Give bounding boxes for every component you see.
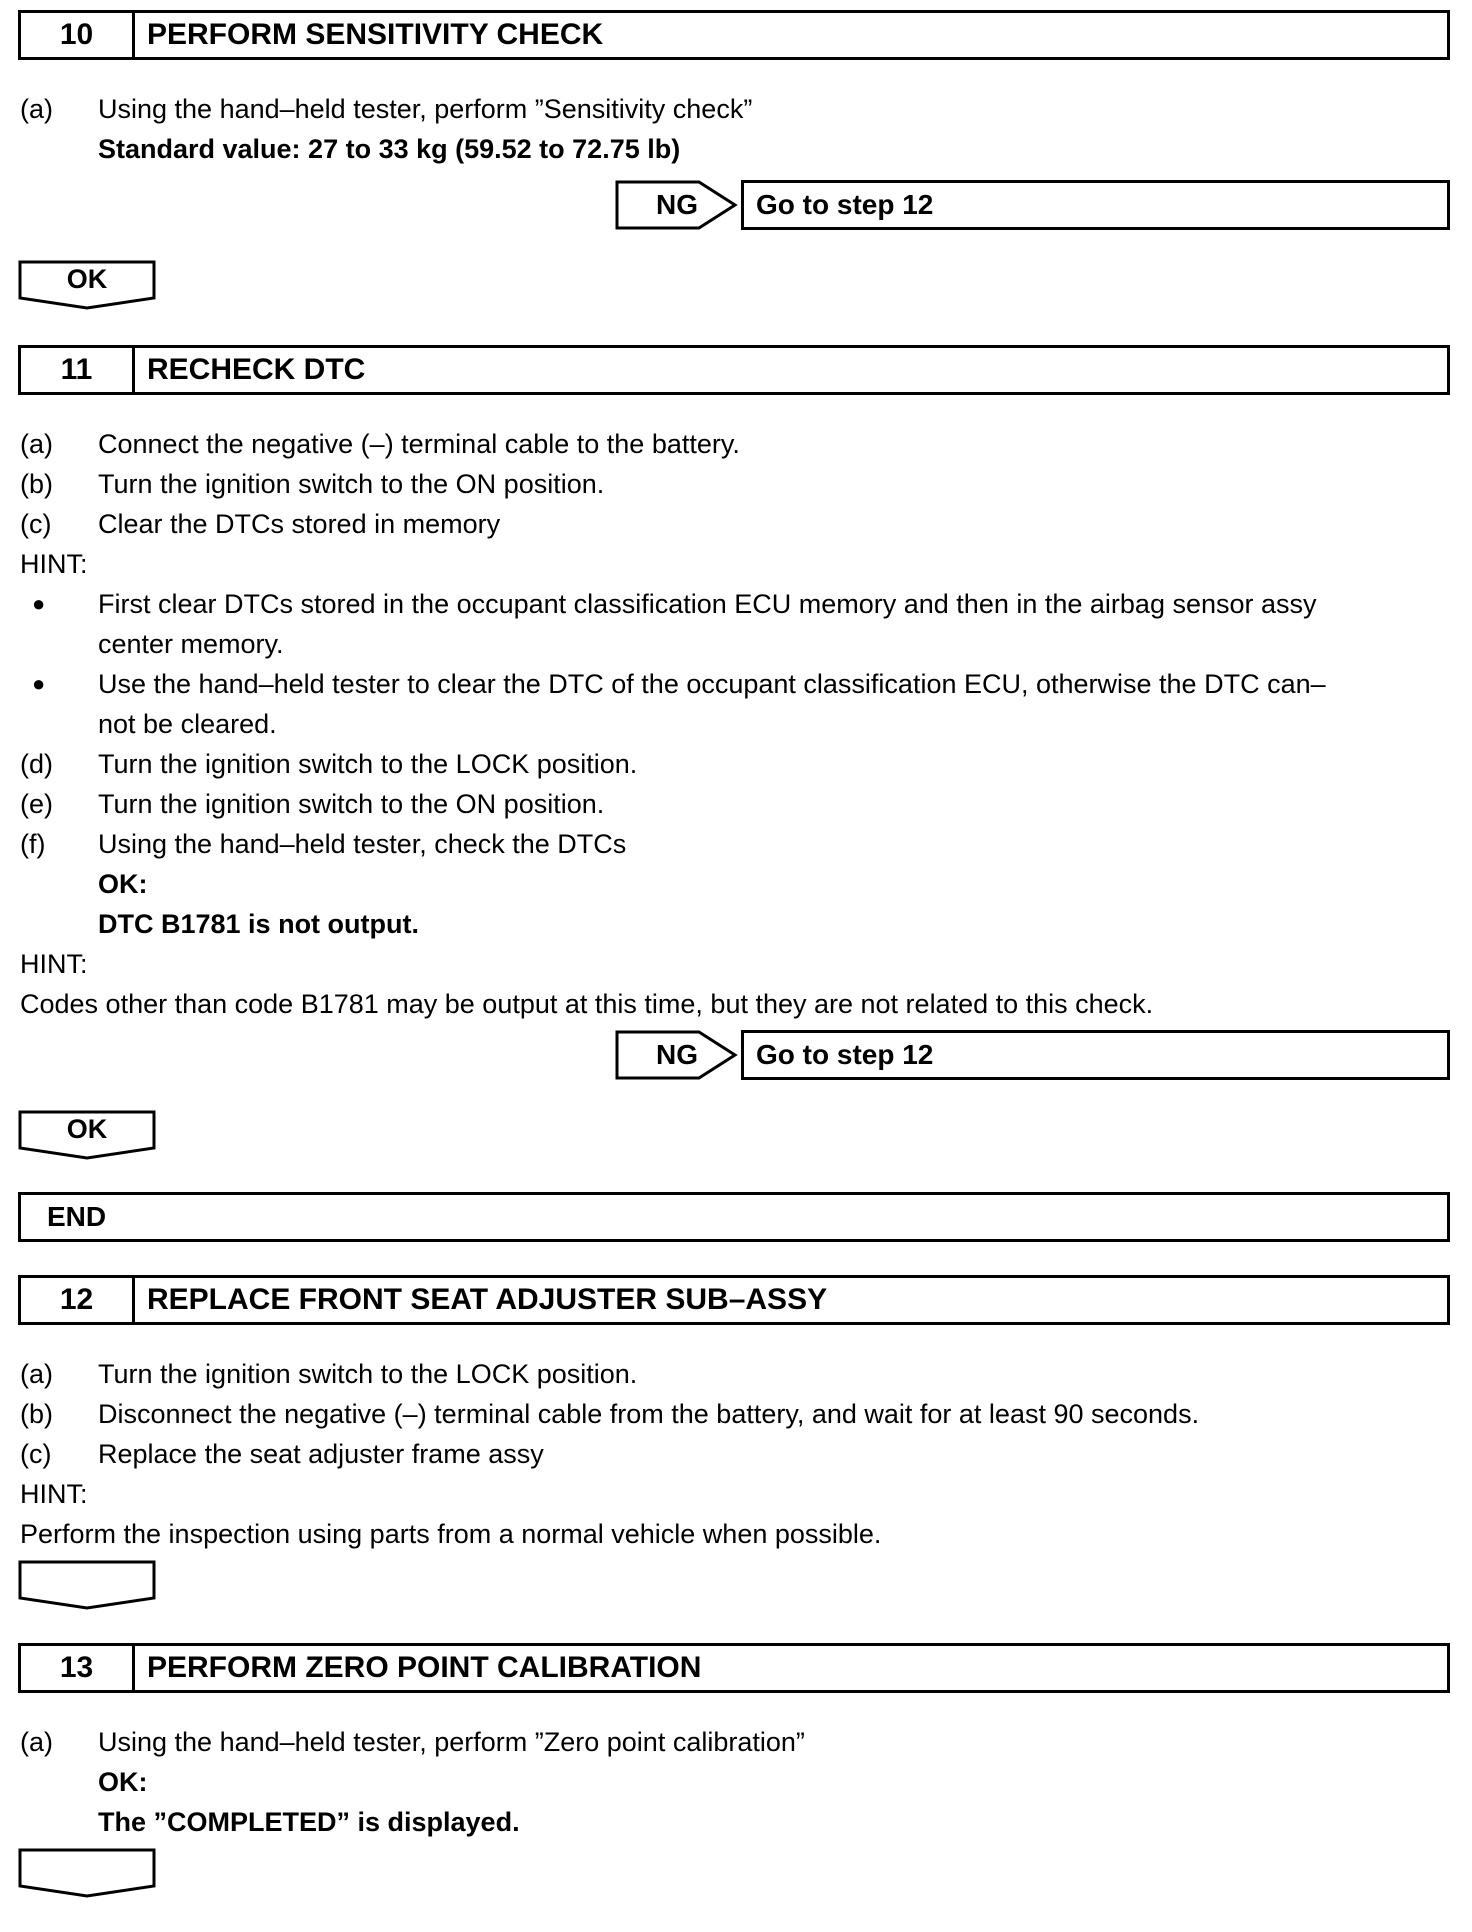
item-label: (a): [20, 1727, 53, 1757]
ok-branch: [18, 1110, 156, 1160]
hint-text: Perform the inspection using parts from a normal vehicle when possible.: [20, 1519, 882, 1549]
continue-arrow: [18, 1560, 156, 1610]
step-title: REPLACE FRONT SEAT ADJUSTER SUB–ASSY: [147, 1283, 828, 1316]
bullet-icon: ●: [32, 591, 46, 616]
hint-label: HINT:: [20, 1479, 88, 1509]
step-number: 11: [21, 348, 135, 392]
ng-branch: [615, 180, 1450, 230]
ng-target: Go to step 12: [741, 180, 1450, 230]
item-text: Turn the ignition switch to the ON position.: [98, 469, 605, 499]
item-text: Replace the seat adjuster frame assy: [98, 1439, 544, 1469]
hint-label: HINT:: [20, 549, 88, 579]
step-title: PERFORM ZERO POINT CALIBRATION: [147, 1651, 702, 1684]
item-label: (a): [20, 1359, 53, 1389]
item-label: (c): [20, 1439, 52, 1469]
step-number: 12: [21, 1278, 135, 1322]
item-text: Clear the DTCs stored in memory: [98, 509, 501, 539]
hint-label: HINT:: [20, 949, 88, 979]
item-label: (a): [20, 429, 53, 459]
continue-arrow: [18, 1848, 156, 1898]
down-arrow-icon: [18, 1848, 156, 1898]
item-label: (b): [20, 1399, 53, 1429]
item-text: Using the hand–held tester, perform ”Sensitivity check”: [98, 94, 753, 124]
item-text: Disconnect the negative (–) terminal cable from the battery, and wait for at least 90 seconds.: [98, 1399, 1200, 1429]
end-label: END: [47, 1201, 107, 1232]
hint-bullet-text: First clear DTCs stored in the occupant classification ECU memory and then in the airbag sensor assy: [98, 589, 1317, 619]
step-number: 10: [21, 13, 135, 57]
hint-bullet-text: Use the hand–held tester to clear the DTC of the occupant classification ECU, otherwise the DTC can–: [98, 669, 1326, 699]
item-label: (e): [20, 789, 53, 819]
item-text: Turn the ignition switch to the LOCK position.: [98, 1359, 638, 1389]
ng-target: Go to step 12: [741, 1030, 1450, 1080]
ng-label: NG: [656, 1039, 698, 1070]
hint-bullet-text: center memory.: [98, 629, 284, 659]
item-text: Turn the ignition switch to the LOCK position.: [98, 749, 638, 779]
item-text: Turn the ignition switch to the ON position.: [98, 789, 605, 819]
step-11-header: [18, 345, 1450, 395]
step-number: 13: [21, 1646, 135, 1690]
item-text: Using the hand–held tester, perform ”Zero point calibration”: [98, 1727, 805, 1757]
bullet-icon: ●: [32, 671, 46, 696]
item-label: (c): [20, 509, 52, 539]
hint-text: Codes other than code B1781 may be output at this time, but they are not related to this check.: [20, 989, 1154, 1019]
item-label: (b): [20, 469, 53, 499]
ok-result: DTC B1781 is not output.: [98, 909, 420, 939]
item-text: Connect the negative (–) terminal cable to the battery.: [98, 429, 740, 459]
ng-label: NG: [656, 189, 698, 220]
item-label: (d): [20, 749, 53, 779]
item-text: Using the hand–held tester, check the DTCs: [98, 829, 627, 859]
ok-heading: OK:: [98, 1767, 148, 1797]
ok-heading: OK:: [98, 869, 148, 899]
item-label: (f): [20, 829, 46, 859]
item-label: (a): [20, 94, 53, 124]
step-12-header: [18, 1275, 1450, 1325]
step-13-header: [18, 1643, 1450, 1693]
down-arrow-icon: [18, 1560, 156, 1610]
end-box: [18, 1192, 1450, 1242]
standard-value: Standard value: 27 to 33 kg (59.52 to 72.75 lb): [98, 134, 681, 164]
ok-result: The ”COMPLETED” is displayed.: [98, 1807, 520, 1837]
step-title: PERFORM SENSITIVITY CHECK: [147, 18, 604, 51]
ng-branch: [615, 1030, 1450, 1080]
step-10-header: [18, 10, 1450, 60]
step-title: RECHECK DTC: [147, 353, 366, 386]
hint-bullet-text: not be cleared.: [98, 709, 277, 739]
ok-label: OK: [66, 264, 108, 294]
ok-label: OK: [66, 1114, 108, 1144]
ok-branch: [18, 260, 156, 310]
